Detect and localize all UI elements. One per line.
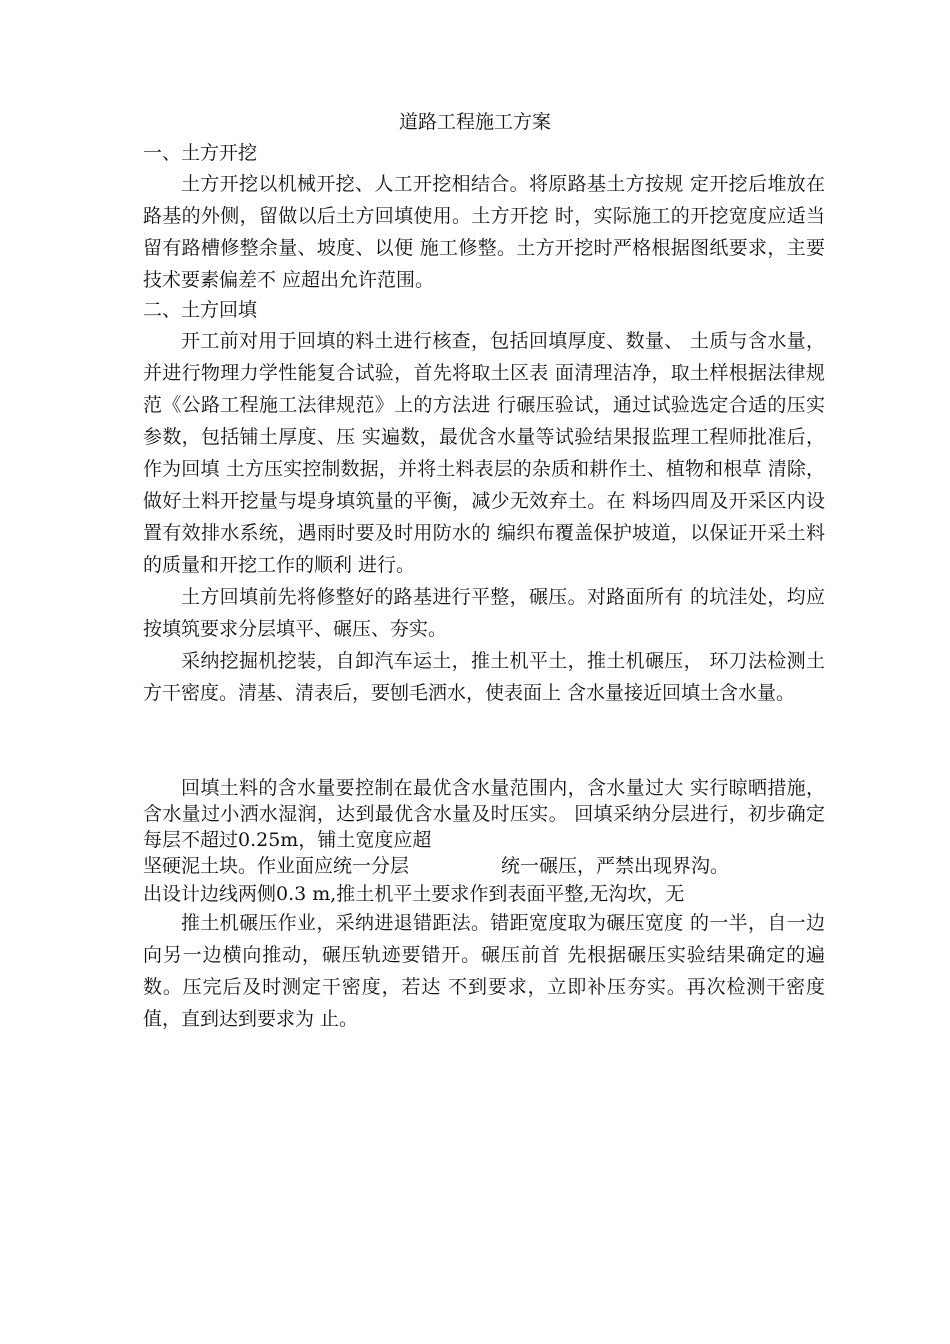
section-heading: 一、土方开挖 [143,142,258,164]
paragraph: 采纳挖掘机挖装，自卸汽车运土，推土机平土，推土机碾压， 环刀法检测土方干密度。清基、清表后，要刨毛洒水，使表面上 含水量接近回填土含水量。 [143,650,825,704]
text-fragment-line [143,853,843,879]
section-earth-excavation [143,138,825,296]
paragraph: 开工前对用于回填的料土进行核查，包括回填厚度、数量、 土质与含水量，并进行物理力学性能复合试验，首先将取土区表 面清理洁净，取土样根据法律规范《公路工程施工法律规范》上的方法进 行碾压验试，通过试验选定合适的压实参数，包括铺土厚度、压 实遍数，最优含水量等试验结果报监理工程师批准后，作为回填 土方压实控制数据，并将土料表层的杂质和耕作土、植物和根草 清除，做好土料开挖量与堤身填筑量的平衡，减少无效弃土。在 料场四周及开采区内设置有效排水系统，遇雨时要及时用防水的 编织布覆盖保护坡道，以保证开采土料的质量和开挖工作的顺利 进行。 [143,330,825,576]
section-compaction [143,907,825,1035]
paragraph: 回填土料的含水量要控制在最优含水量范围内，含水量过大 实行晾晒措施，含水量过小洒水湿润，达到最优含水量及时压实。 回填采纳分层进行，初步确定每层不超过0.25m，铺土宽度应超 [143,777,825,851]
paragraph: 土方开挖以机械开挖、人工开挖相结合。将原路基土方按规 定开挖后堆放在路基的外侧，留做以后土方回填使用。土方开挖 时，实际施工的开挖宽度应适当留有路槽修整余量、坡度、以便 施工修整。土方开挖时严格根据图纸要求，主要技术要素偏差不 应超出允许范围。 [143,173,825,291]
paragraph: 推土机碾压作业，采纳进退错距法。错距宽度取为碾压宽度 的一半，自一边向另一边横向推动，碾压轨迹要错开。碾压前首 先根据碾压实验结果确定的遍数。压完后及时测定干密度，若达 不到要求，立即补压夯实。再次检测干密度值，直到达到要求为 止。 [143,912,825,1030]
section-moisture-control [143,775,825,853]
section-earth-backfill [143,295,825,709]
paragraph: 土方回填前先将修整好的路基进行平整，碾压。对路面所有 的坑洼处，均应按填筑要求分层填平、碾压、夯实。 [143,586,825,640]
text-fragment-part: 统一碾压，严禁出现界沟。 [501,855,730,877]
text-fragment-line: 出设计边线两侧0.3 m,推土机平土要求作到表面平整,无沟坎，无 [143,883,685,905]
text-fragment-part: 坚硬泥土块。作业面应统一分层 [143,855,410,877]
section-heading: 二、土方回填 [143,299,258,321]
document-title: 道路工程施工方案 [398,111,551,133]
